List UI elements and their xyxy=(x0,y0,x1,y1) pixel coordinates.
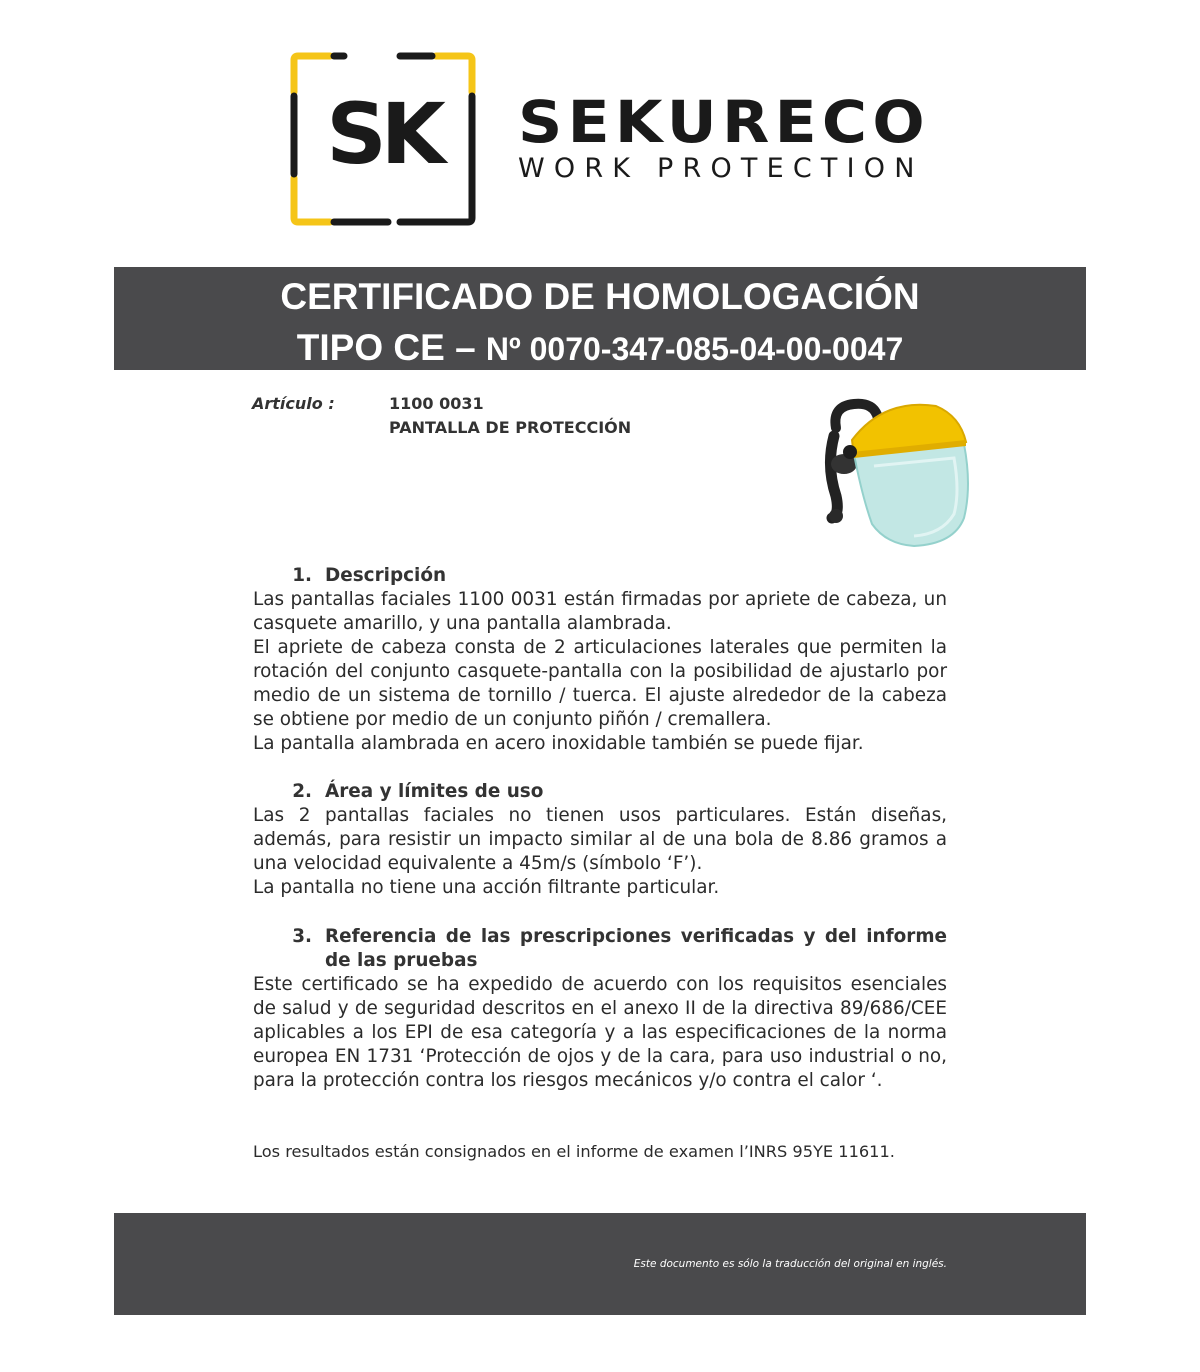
section-number: 2. xyxy=(292,781,312,802)
article-code: 1100 0031 xyxy=(389,394,484,413)
article-label: Artículo : xyxy=(252,394,335,413)
article-name: PANTALLA DE PROTECCIÓN xyxy=(389,418,632,437)
title-band xyxy=(114,267,1086,370)
brand-tagline: WORK PROTECTION xyxy=(518,153,924,184)
paragraph: El apriete de cabeza consta de 2 articulaciones laterales que permiten la rotación del conjunto casquete-pantalla con la posibilidad de ajustarlo por medio de un sistema de tornillo / tuerca. El ajuste alrededor de la cabeza se obtiene por medio de un conjunto piñón / cremallera. xyxy=(253,637,947,730)
paragraph: Las 2 pantallas faciales no tienen usos particulares. Están diseñas, además, para resistir un impacto similar al de una bola de 8.86 gramos a una velocidad equivalente a 45m/s (símbolo ‘F’). xyxy=(253,805,947,874)
sk-logo-icon xyxy=(288,50,478,230)
section-title: Referencia de las prescripciones verificadas y del informe de las pruebas xyxy=(325,926,947,971)
section-referencia xyxy=(253,925,947,1093)
section-area-limites xyxy=(253,780,947,900)
certificate-number: Nº 0070-347-085-04-00-0047 xyxy=(485,331,904,367)
paragraph: La pantalla alambrada en acero inoxidable también se puede fijar. xyxy=(253,733,864,754)
paragraph: La pantalla no tiene una acción filtrante particular. xyxy=(253,877,720,898)
face-shield-product-image xyxy=(814,396,974,556)
paragraph: Las pantallas faciales 1100 0031 están firmadas por apriete de cabeza, un casquete amarillo, y una pantalla alambrada. xyxy=(253,589,947,634)
certificate-type: TIPO CE – xyxy=(296,327,486,368)
section-descripcion xyxy=(253,564,947,756)
section-heading xyxy=(253,925,947,973)
section-heading xyxy=(253,780,947,804)
section-number: 1. xyxy=(292,565,312,586)
results-note: Los resultados están consignados en el informe de examen l’INRS 95YE 11611. xyxy=(253,1142,895,1161)
certificate-title: CERTIFICADO DE HOMOLOGACIÓN xyxy=(280,276,920,317)
sk-monogram: SK xyxy=(326,85,440,183)
brand xyxy=(518,88,930,184)
footer-band xyxy=(114,1213,1086,1315)
section-title: Descripción xyxy=(325,565,447,586)
certificate-number-line xyxy=(114,328,1086,369)
section-number: 3. xyxy=(292,926,312,947)
section-title: Área y límites de uso xyxy=(325,781,544,802)
translation-note: Este documento es sólo la traducción del original en inglés. xyxy=(633,1258,947,1270)
paragraph: Este certificado se ha expedido de acuerdo con los requisitos esenciales de salud y de seguridad descritos en el anexo II de la directiva 89/686/CEE aplicables a los EPI de esa categoría y a las especificaciones de la norma europea EN 1731 ‘Protección de ojos y de la cara, para uso industrial o no, para la protección contra los riesgos mecánicos y/o contra el calor ‘. xyxy=(253,974,947,1091)
section-heading xyxy=(253,564,947,588)
brand-name: SEKURECO xyxy=(518,88,930,156)
